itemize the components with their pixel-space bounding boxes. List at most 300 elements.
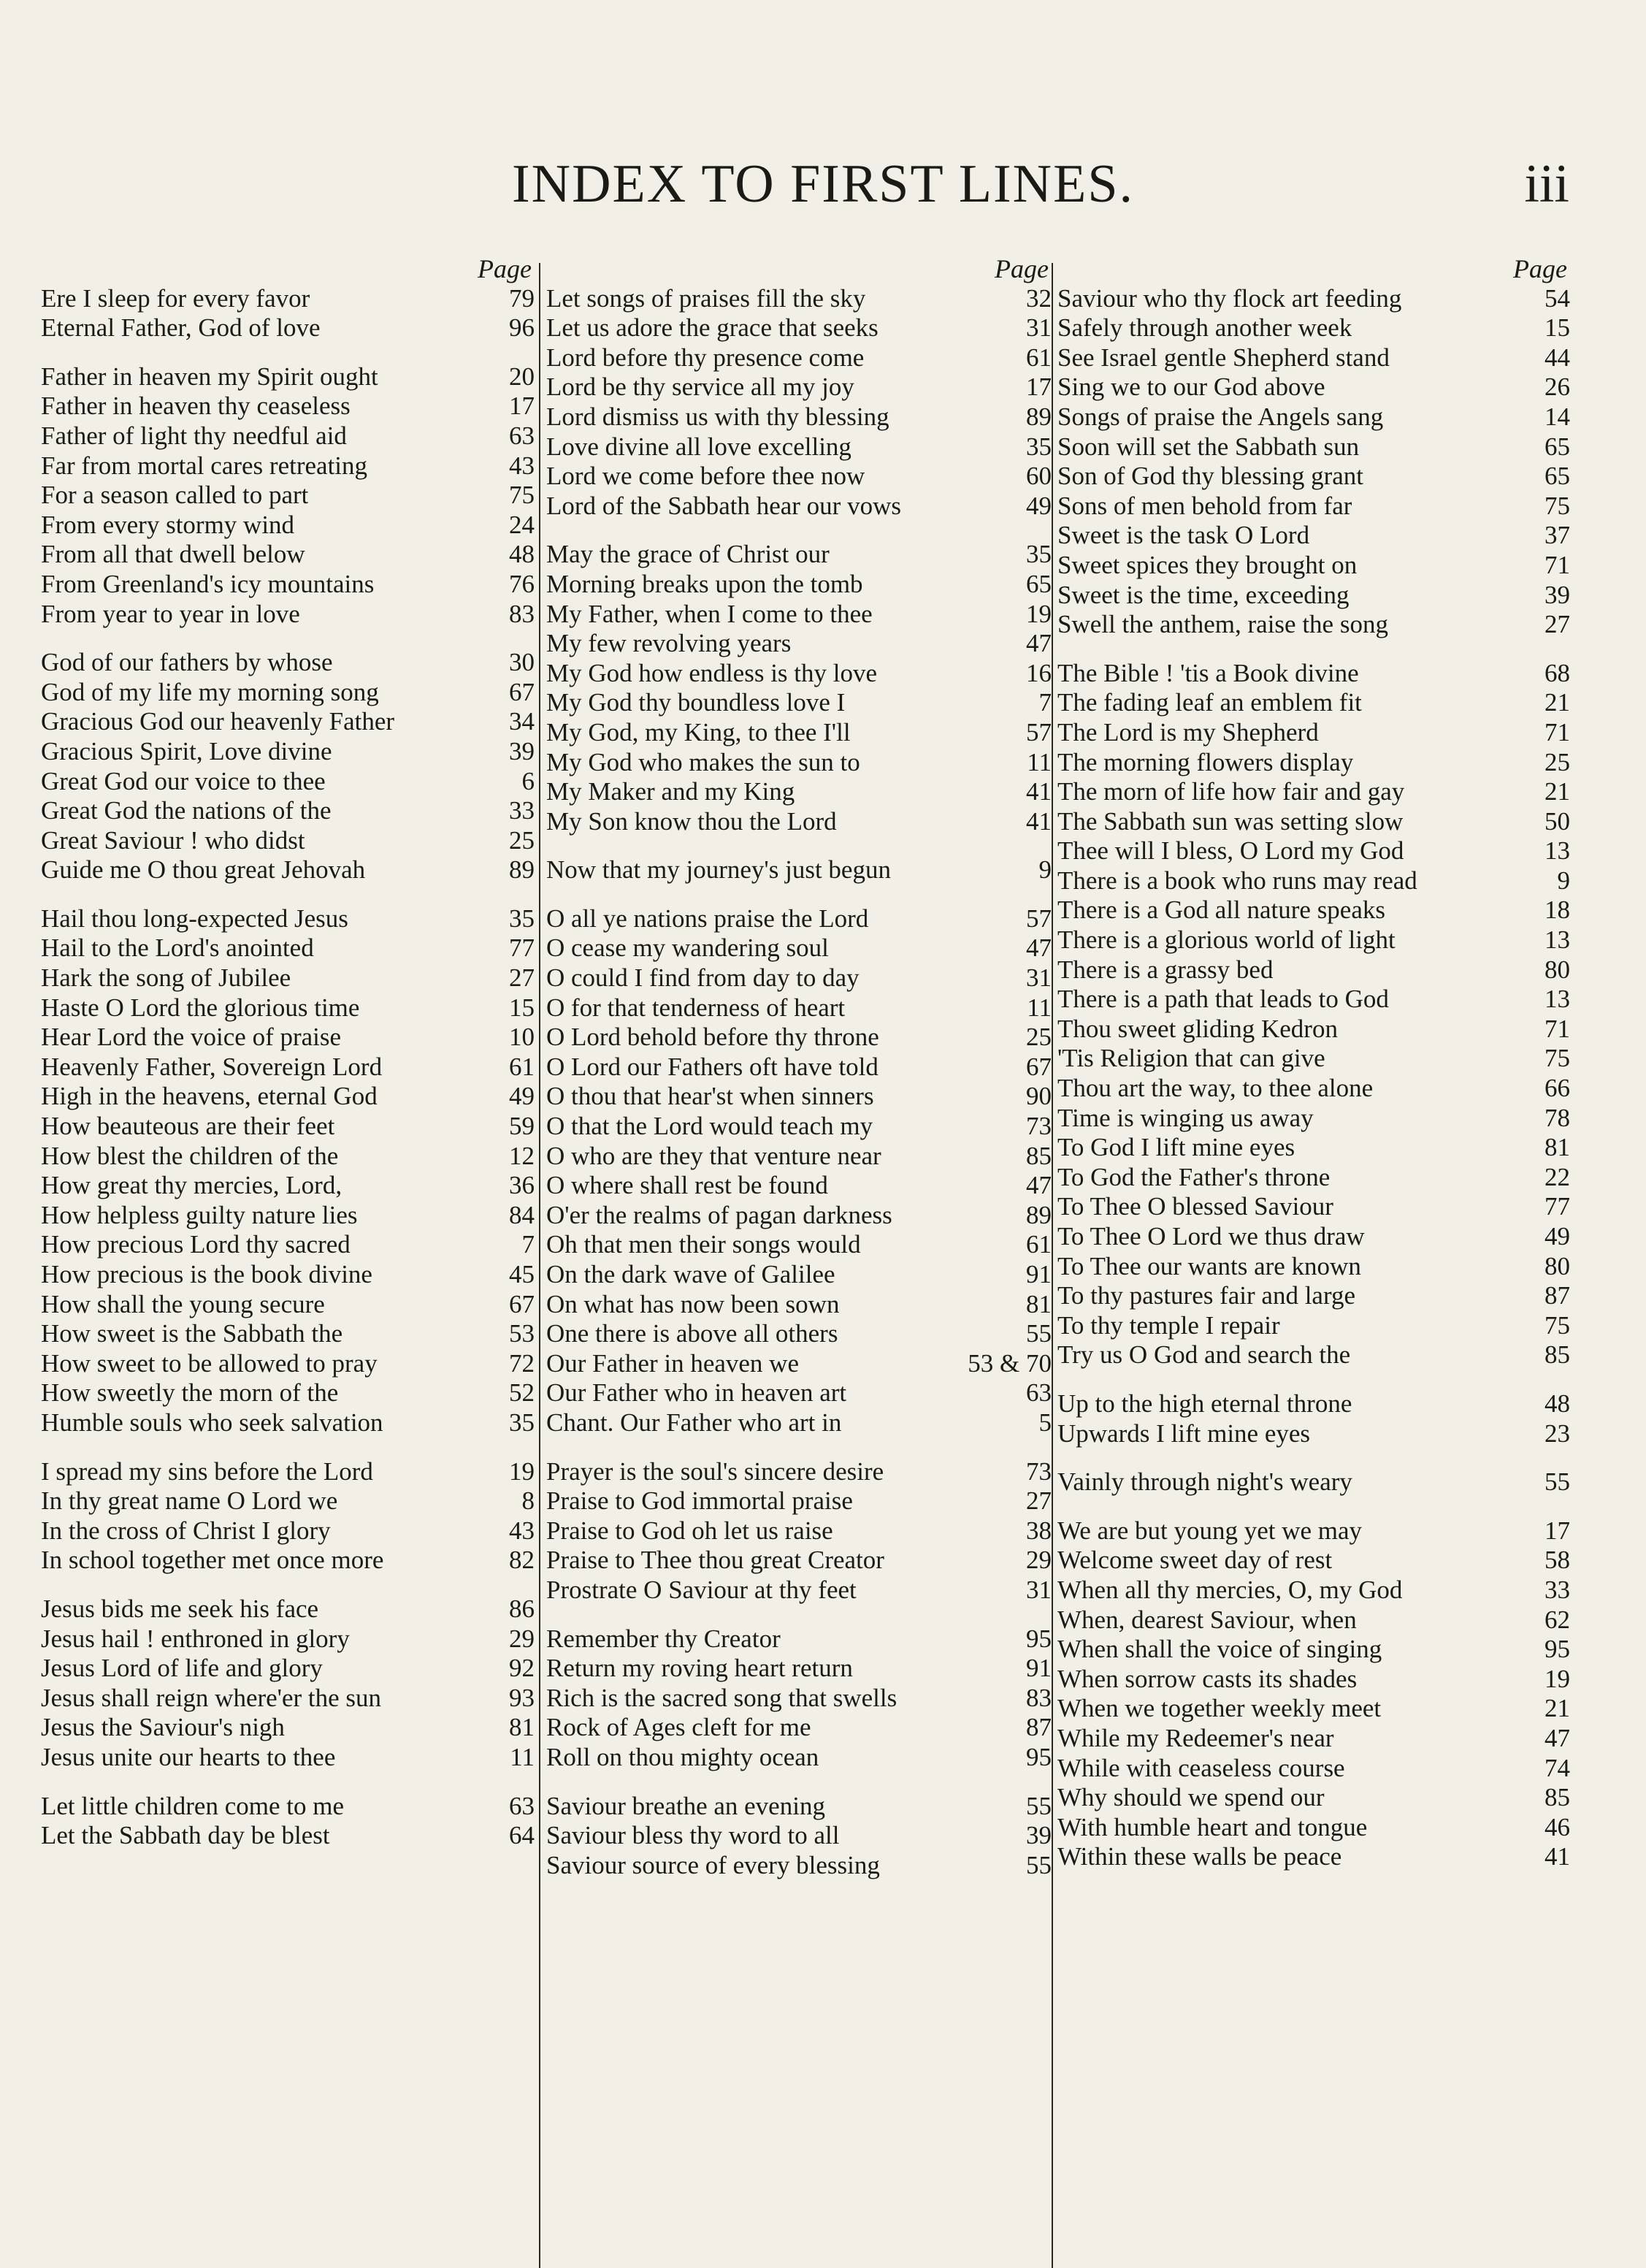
first-line-text: Let little children come to me bbox=[41, 1791, 344, 1820]
first-line-text: There is a God all nature speaks bbox=[1057, 896, 1386, 925]
first-line-text: The Sabbath sun was setting slow bbox=[1057, 806, 1404, 836]
first-line-text: We are but young yet we may bbox=[1057, 1516, 1363, 1545]
first-line-text: Remember thy Creator bbox=[546, 1624, 781, 1653]
index-entry bbox=[1057, 402, 1570, 432]
page-reference: 19 bbox=[509, 1456, 535, 1486]
page-reference: 91 bbox=[1026, 1260, 1052, 1288]
page-reference: 35 bbox=[1026, 432, 1052, 461]
index-entry bbox=[546, 313, 1052, 343]
first-line-text: Father of light thy needful aid bbox=[41, 421, 347, 450]
first-line-text: Great Saviour ! who didst bbox=[41, 825, 305, 855]
index-entry bbox=[1057, 1694, 1570, 1724]
page-reference: 39 bbox=[1544, 580, 1570, 609]
first-line-text: To God I lift mine eyes bbox=[1057, 1133, 1295, 1162]
index-entry bbox=[546, 1457, 1052, 1487]
page-reference: 83 bbox=[1026, 1683, 1052, 1712]
index-entry bbox=[546, 1171, 1052, 1201]
first-line-text: To thy temple I repair bbox=[1057, 1310, 1280, 1340]
index-entry bbox=[1057, 748, 1570, 778]
page-reference: 49 bbox=[509, 1082, 535, 1111]
first-line-text: Within these walls be peace bbox=[1057, 1842, 1342, 1871]
first-line-text: Lord we come before thee now bbox=[546, 462, 865, 491]
page-reference: 32 bbox=[1026, 283, 1052, 313]
first-line-text: From Greenland's icy mountains bbox=[41, 569, 375, 598]
page-reference: 82 bbox=[509, 1546, 535, 1575]
page-reference: 59 bbox=[509, 1112, 535, 1141]
page-reference: 29 bbox=[1026, 1546, 1052, 1575]
page-reference: 11 bbox=[1027, 747, 1052, 776]
index-entry bbox=[1057, 1783, 1570, 1813]
index-entry bbox=[546, 718, 1052, 748]
first-line-text: To Thee O blessed Saviour bbox=[1057, 1192, 1333, 1221]
page-reference: 86 bbox=[509, 1594, 535, 1623]
index-entry bbox=[1057, 1754, 1570, 1784]
first-line-text: There is a grassy bed bbox=[1057, 955, 1274, 984]
page-reference: 43 bbox=[509, 1516, 535, 1545]
first-line-text: Eternal Father, God of love bbox=[41, 313, 321, 343]
page-reference: 33 bbox=[509, 796, 535, 825]
first-line-text: To thy pastures fair and large bbox=[1057, 1281, 1356, 1310]
first-line-text: From every stormy wind bbox=[41, 510, 295, 539]
index-entry bbox=[41, 707, 535, 737]
first-line-text: Soon will set the Sabbath sun bbox=[1057, 432, 1360, 461]
index-entry bbox=[546, 492, 1052, 522]
index-entry bbox=[1057, 521, 1570, 551]
first-line-text: See Israel gentle Shepherd stand bbox=[1057, 343, 1390, 372]
first-line-text: I spread my sins before the Lord bbox=[41, 1456, 373, 1486]
index-entry bbox=[546, 688, 1052, 718]
index-entry bbox=[1057, 1252, 1570, 1282]
page-reference: 7 bbox=[521, 1230, 535, 1259]
index-entry bbox=[41, 1546, 535, 1576]
first-line-text: Praise to God immortal praise bbox=[546, 1486, 853, 1516]
first-line-text: With humble heart and tongue bbox=[1057, 1812, 1368, 1841]
index-entry bbox=[546, 1851, 1052, 1881]
page-reference: 67 bbox=[1026, 1052, 1052, 1081]
first-line-text: How great thy mercies, Lord, bbox=[41, 1171, 342, 1200]
first-line-text: Why should we spend our bbox=[1057, 1783, 1325, 1812]
index-entry bbox=[41, 284, 535, 314]
first-line-text: Lord before thy presence come bbox=[546, 343, 865, 372]
first-line-text: When we together weekly meet bbox=[1057, 1694, 1382, 1723]
first-line-text: My few revolving years bbox=[546, 629, 792, 658]
page-reference: 85 bbox=[1544, 1340, 1570, 1370]
page-reference: 95 bbox=[1544, 1635, 1570, 1664]
first-line-text: Lord be thy service all my joy bbox=[546, 373, 854, 402]
page-reference: 21 bbox=[1544, 1694, 1570, 1723]
first-line-text: Ere I sleep for every favor bbox=[41, 283, 310, 313]
index-entry bbox=[41, 1654, 535, 1684]
index-entry bbox=[546, 1516, 1052, 1546]
page-reference: 84 bbox=[509, 1200, 535, 1229]
first-line-text: Hear Lord the voice of praise bbox=[41, 1023, 342, 1052]
first-line-text: Sweet spices they brought on bbox=[1057, 550, 1358, 579]
index-entry bbox=[1057, 1813, 1570, 1843]
index-entry bbox=[1057, 1665, 1570, 1695]
first-line-text: Welcome sweet day of rest bbox=[1057, 1546, 1333, 1575]
page-reference: 47 bbox=[1026, 1171, 1052, 1200]
page-reference: 85 bbox=[1544, 1783, 1570, 1812]
page-reference: 49 bbox=[1544, 1222, 1570, 1251]
first-line-text: The morning flowers display bbox=[1057, 747, 1354, 776]
index-entry bbox=[546, 963, 1052, 993]
first-line-text: Father in heaven my Spirit ought bbox=[41, 362, 378, 391]
index-entry bbox=[1057, 581, 1570, 611]
first-line-text: While my Redeemer's near bbox=[1057, 1723, 1334, 1752]
first-line-text: Hail thou long-expected Jesus bbox=[41, 904, 348, 933]
page-reference: 68 bbox=[1544, 658, 1570, 687]
first-line-text: My God thy boundless love I bbox=[546, 688, 846, 717]
index-entry bbox=[1057, 462, 1570, 492]
index-entry bbox=[1057, 1104, 1570, 1134]
first-line-text: God of our fathers by whose bbox=[41, 648, 333, 677]
index-entry bbox=[41, 1792, 535, 1822]
first-line-text: O thou that hear'st when sinners bbox=[546, 1082, 874, 1111]
page-reference: 52 bbox=[509, 1378, 535, 1408]
index-entry bbox=[546, 904, 1052, 934]
page-column-heading: Page bbox=[1513, 254, 1567, 283]
page-reference: 89 bbox=[1026, 1200, 1052, 1229]
first-line-text: There is a path that leads to God bbox=[1057, 985, 1389, 1014]
index-entry bbox=[1057, 1340, 1570, 1370]
index-entry bbox=[1057, 1044, 1570, 1074]
index-entry bbox=[41, 1684, 535, 1714]
first-line-text: Our Father who in heaven art bbox=[546, 1378, 847, 1408]
page-reference: 47 bbox=[1026, 933, 1052, 963]
page-title: INDEX TO FIRST LINES. bbox=[512, 154, 1134, 214]
index-entry bbox=[41, 1349, 535, 1379]
first-line-text: Rich is the sacred song that swells bbox=[546, 1683, 897, 1712]
first-line-text: In thy great name O Lord we bbox=[41, 1486, 338, 1516]
page-reference: 31 bbox=[1026, 963, 1052, 993]
first-line-text: Try us O God and search the bbox=[1057, 1340, 1351, 1370]
page-reference: 29 bbox=[509, 1624, 535, 1653]
page-reference: 19 bbox=[1544, 1664, 1570, 1693]
page-reference: 49 bbox=[1026, 491, 1052, 520]
index-entry bbox=[546, 1576, 1052, 1605]
page-reference: 72 bbox=[509, 1348, 535, 1378]
first-line-text: O that the Lord would teach my bbox=[546, 1112, 873, 1141]
first-line-text: Lord of the Sabbath hear our vows bbox=[546, 491, 901, 520]
index-entry bbox=[1057, 343, 1570, 373]
page-reference: 39 bbox=[1026, 1821, 1052, 1850]
first-line-text: Thou art the way, to thee alone bbox=[1057, 1074, 1374, 1103]
first-line-text: Thee will I bless, O Lord my God bbox=[1057, 836, 1404, 866]
first-line-text: From year to year in love bbox=[41, 599, 300, 628]
index-entry bbox=[546, 1792, 1052, 1822]
index-entry bbox=[546, 1112, 1052, 1142]
first-line-text: My Father, when I come to thee bbox=[546, 599, 873, 628]
group-spacer bbox=[1057, 1497, 1570, 1516]
first-line-text: Sing we to our God above bbox=[1057, 373, 1325, 402]
index-entry bbox=[41, 796, 535, 826]
index-entry bbox=[546, 284, 1052, 314]
page-reference: 74 bbox=[1544, 1753, 1570, 1782]
group-spacer bbox=[546, 521, 1052, 540]
page-reference: 80 bbox=[1544, 955, 1570, 984]
index-entry bbox=[546, 1082, 1052, 1112]
first-line-text: Now that my journey's just begun bbox=[546, 855, 891, 885]
index-entry bbox=[1057, 313, 1570, 343]
page-reference: 23 bbox=[1544, 1419, 1570, 1448]
index-entry bbox=[1057, 1546, 1570, 1576]
page-reference: 95 bbox=[1026, 1624, 1052, 1653]
group-spacer bbox=[546, 1438, 1052, 1457]
page-reference: 35 bbox=[509, 1408, 535, 1437]
first-line-text: While with ceaseless course bbox=[1057, 1753, 1345, 1782]
index-entry bbox=[1057, 1192, 1570, 1222]
page-column-heading: Page bbox=[995, 254, 1049, 283]
page-reference: 81 bbox=[1026, 1289, 1052, 1318]
page-reference: 15 bbox=[1544, 313, 1570, 343]
page-reference: 57 bbox=[1026, 717, 1052, 747]
group-spacer bbox=[546, 1605, 1052, 1624]
first-line-text: When shall the voice of singing bbox=[1057, 1635, 1382, 1664]
index-entry bbox=[41, 1408, 535, 1438]
page-reference: 76 bbox=[509, 569, 535, 598]
page-reference: 66 bbox=[1544, 1074, 1570, 1103]
group-spacer bbox=[546, 836, 1052, 855]
index-entry bbox=[41, 600, 535, 630]
index-entry bbox=[546, 1408, 1052, 1438]
page-reference: 65 bbox=[1544, 462, 1570, 491]
first-line-text: O all ye nations praise the Lord bbox=[546, 904, 869, 933]
index-entry bbox=[41, 1171, 535, 1201]
index-entry bbox=[546, 1546, 1052, 1576]
page-reference: 37 bbox=[1544, 521, 1570, 550]
index-entry bbox=[1057, 1724, 1570, 1754]
first-line-text: Love divine all love excelling bbox=[546, 432, 851, 461]
index-entry bbox=[546, 1378, 1052, 1408]
index-entry bbox=[1057, 836, 1570, 866]
first-line-text: On the dark wave of Galilee bbox=[546, 1260, 835, 1288]
page-reference: 48 bbox=[509, 540, 535, 569]
page-reference: 77 bbox=[509, 933, 535, 963]
page-reference: 71 bbox=[1544, 1014, 1570, 1043]
first-line-text: Great God our voice to thee bbox=[41, 766, 326, 795]
index-entry bbox=[41, 1230, 535, 1260]
page-reference: 15 bbox=[509, 993, 535, 1022]
index-entry bbox=[546, 402, 1052, 432]
first-line-text: In the cross of Christ I glory bbox=[41, 1516, 331, 1545]
page-reference: 17 bbox=[1026, 373, 1052, 402]
page-reference: 63 bbox=[509, 421, 535, 450]
index-entry bbox=[41, 1082, 535, 1112]
index-entry bbox=[1057, 284, 1570, 314]
first-line-text: Songs of praise the Angels sang bbox=[1057, 402, 1384, 431]
first-line-text: How precious Lord thy sacred bbox=[41, 1230, 351, 1259]
first-line-text: How precious is the book divine bbox=[41, 1260, 372, 1288]
page-reference: 61 bbox=[1026, 343, 1052, 372]
page-reference: 87 bbox=[1026, 1713, 1052, 1742]
first-line-text: In school together met once more bbox=[41, 1546, 384, 1575]
index-entry bbox=[1057, 1516, 1570, 1546]
index-entry bbox=[41, 904, 535, 934]
index-column-2 bbox=[546, 254, 1052, 1880]
page-reference: 48 bbox=[1544, 1389, 1570, 1418]
index-entry bbox=[41, 1595, 535, 1624]
page-reference: 46 bbox=[1544, 1812, 1570, 1841]
index-entry bbox=[1057, 1576, 1570, 1605]
page-reference: 73 bbox=[1026, 1112, 1052, 1141]
page-reference: 41 bbox=[1544, 1842, 1570, 1871]
index-entry bbox=[41, 1023, 535, 1053]
page-reference: 41 bbox=[1026, 777, 1052, 806]
index-entry bbox=[41, 313, 535, 343]
page-reference: 34 bbox=[509, 707, 535, 736]
index-entry bbox=[546, 462, 1052, 492]
index-entry bbox=[546, 1142, 1052, 1172]
index-entry bbox=[546, 1260, 1052, 1290]
first-line-text: Vainly through night's weary bbox=[1057, 1467, 1352, 1497]
page-reference: 22 bbox=[1544, 1162, 1570, 1191]
page-reference: 17 bbox=[1544, 1516, 1570, 1545]
page-reference: 71 bbox=[1544, 717, 1570, 747]
group-spacer bbox=[1057, 1448, 1570, 1467]
index-entry bbox=[41, 855, 535, 885]
page-reference: 10 bbox=[509, 1023, 535, 1052]
page-reference: 16 bbox=[1026, 658, 1052, 687]
index-entry bbox=[546, 343, 1052, 373]
index-entry bbox=[41, 1142, 535, 1172]
page-reference: 8 bbox=[521, 1486, 535, 1516]
page-reference: 65 bbox=[1026, 569, 1052, 598]
index-entry bbox=[41, 362, 535, 392]
first-line-text: Heavenly Father, Sovereign Lord bbox=[41, 1052, 383, 1081]
group-spacer bbox=[41, 1576, 535, 1595]
index-entry bbox=[1057, 688, 1570, 718]
first-line-text: Jesus bids me seek his face bbox=[41, 1594, 319, 1623]
index-entry bbox=[41, 1457, 535, 1487]
first-line-text: Let us adore the grace that seeks bbox=[546, 313, 878, 343]
page-reference: 71 bbox=[1544, 550, 1570, 579]
index-entry bbox=[1057, 1419, 1570, 1449]
first-line-text: Return my roving heart return bbox=[546, 1654, 853, 1683]
index-entry bbox=[41, 767, 535, 797]
page-reference: 50 bbox=[1544, 806, 1570, 836]
first-line-text: Prayer is the soul's sincere desire bbox=[546, 1456, 884, 1486]
group-spacer bbox=[41, 1773, 535, 1792]
index-entry bbox=[1057, 1635, 1570, 1665]
first-line-text: To Thee our wants are known bbox=[1057, 1251, 1361, 1280]
page-reference: 62 bbox=[1544, 1605, 1570, 1634]
page-reference: 75 bbox=[509, 481, 535, 510]
index-entry bbox=[1057, 659, 1570, 689]
index-entry bbox=[546, 748, 1052, 778]
first-line-text: Swell the anthem, raise the song bbox=[1057, 610, 1388, 639]
page-reference: 87 bbox=[1544, 1281, 1570, 1310]
index-entry bbox=[41, 1260, 535, 1290]
first-line-text: Chant. Our Father who art in bbox=[546, 1408, 842, 1437]
page-reference: 20 bbox=[509, 362, 535, 391]
page-reference: 85 bbox=[1026, 1141, 1052, 1170]
page-reference: 96 bbox=[509, 313, 535, 343]
first-line-text: Haste O Lord the glorious time bbox=[41, 993, 360, 1022]
page-reference: 55 bbox=[1026, 1791, 1052, 1820]
page-reference: 81 bbox=[509, 1713, 535, 1742]
index-entry bbox=[41, 1201, 535, 1231]
group-spacer bbox=[1057, 1370, 1570, 1389]
first-line-text: Let songs of praises fill the sky bbox=[546, 283, 866, 313]
index-entry bbox=[546, 600, 1052, 630]
page-reference: 64 bbox=[509, 1821, 535, 1850]
page-reference: 21 bbox=[1544, 777, 1570, 806]
first-line-text: The Lord is my Shepherd bbox=[1057, 717, 1319, 747]
page-reference: 63 bbox=[509, 1791, 535, 1820]
first-line-text: From all that dwell below bbox=[41, 540, 305, 569]
index-entry bbox=[546, 1319, 1052, 1349]
page-reference: 21 bbox=[1544, 688, 1570, 717]
page-reference: 61 bbox=[509, 1052, 535, 1081]
index-entry bbox=[546, 1230, 1052, 1260]
page-reference: 47 bbox=[1544, 1723, 1570, 1752]
index-entry bbox=[546, 855, 1052, 885]
first-line-text: How beauteous are their feet bbox=[41, 1112, 335, 1141]
first-line-text: How blest the children of the bbox=[41, 1141, 339, 1170]
page-reference: 11 bbox=[1027, 993, 1052, 1022]
index-entry bbox=[1057, 1074, 1570, 1104]
first-line-text: The Bible ! 'tis a Book divine bbox=[1057, 658, 1359, 687]
page-reference: 65 bbox=[1544, 432, 1570, 461]
index-entry bbox=[1057, 955, 1570, 985]
page-header bbox=[0, 146, 1646, 219]
page-reference: 47 bbox=[1026, 629, 1052, 658]
page-reference: 61 bbox=[1026, 1230, 1052, 1259]
index-entry bbox=[546, 933, 1052, 963]
page-reference: 67 bbox=[509, 1289, 535, 1318]
first-line-text: Hail to the Lord's anointed bbox=[41, 933, 314, 963]
index-entry bbox=[41, 421, 535, 451]
first-line-text: Lord dismiss us with thy blessing bbox=[546, 402, 889, 431]
first-line-text: Gracious God our heavenly Father bbox=[41, 707, 395, 736]
index-entry bbox=[1057, 1389, 1570, 1419]
first-line-text: The fading leaf an emblem fit bbox=[1057, 688, 1362, 717]
first-line-text: My Maker and my King bbox=[546, 777, 795, 806]
first-line-text: Our Father in heaven we bbox=[546, 1348, 799, 1378]
page-reference: 41 bbox=[1026, 806, 1052, 836]
index-entry bbox=[546, 1486, 1052, 1516]
first-line-text: Prostrate O Saviour at thy feet bbox=[546, 1575, 857, 1604]
page-reference: 95 bbox=[1026, 1742, 1052, 1771]
page-reference: 33 bbox=[1544, 1575, 1570, 1604]
first-line-text: When sorrow casts its shades bbox=[1057, 1664, 1358, 1693]
first-line-text: Thou sweet gliding Kedron bbox=[1057, 1014, 1338, 1043]
first-line-text: Time is winging us away bbox=[1057, 1103, 1314, 1132]
first-line-text: Praise to Thee thou great Creator bbox=[546, 1546, 884, 1575]
page-reference: 25 bbox=[1544, 747, 1570, 776]
page-reference: 63 bbox=[1026, 1378, 1052, 1408]
first-line-text: How helpless guilty nature lies bbox=[41, 1200, 358, 1229]
index-entry bbox=[41, 1516, 535, 1546]
index-entry bbox=[41, 1624, 535, 1654]
first-line-text: Oh that men their songs would bbox=[546, 1230, 861, 1259]
page-reference: 75 bbox=[1544, 1310, 1570, 1340]
group-spacer bbox=[546, 1773, 1052, 1792]
page-reference: 77 bbox=[1544, 1192, 1570, 1221]
index-column-3 bbox=[1057, 254, 1570, 1872]
index-entry bbox=[1057, 1281, 1570, 1311]
index-entry bbox=[546, 432, 1052, 462]
index-entry bbox=[41, 511, 535, 541]
index-entry bbox=[41, 1053, 535, 1083]
index-entry bbox=[1057, 1015, 1570, 1045]
page-reference: 90 bbox=[1026, 1082, 1052, 1111]
page-reference: 93 bbox=[509, 1683, 535, 1712]
first-line-text: O'er the realms of pagan darkness bbox=[546, 1200, 892, 1229]
index-entry bbox=[41, 1378, 535, 1408]
first-line-text: Saviour breathe an evening bbox=[546, 1791, 825, 1820]
first-line-text: Up to the high eternal throne bbox=[1057, 1389, 1352, 1418]
